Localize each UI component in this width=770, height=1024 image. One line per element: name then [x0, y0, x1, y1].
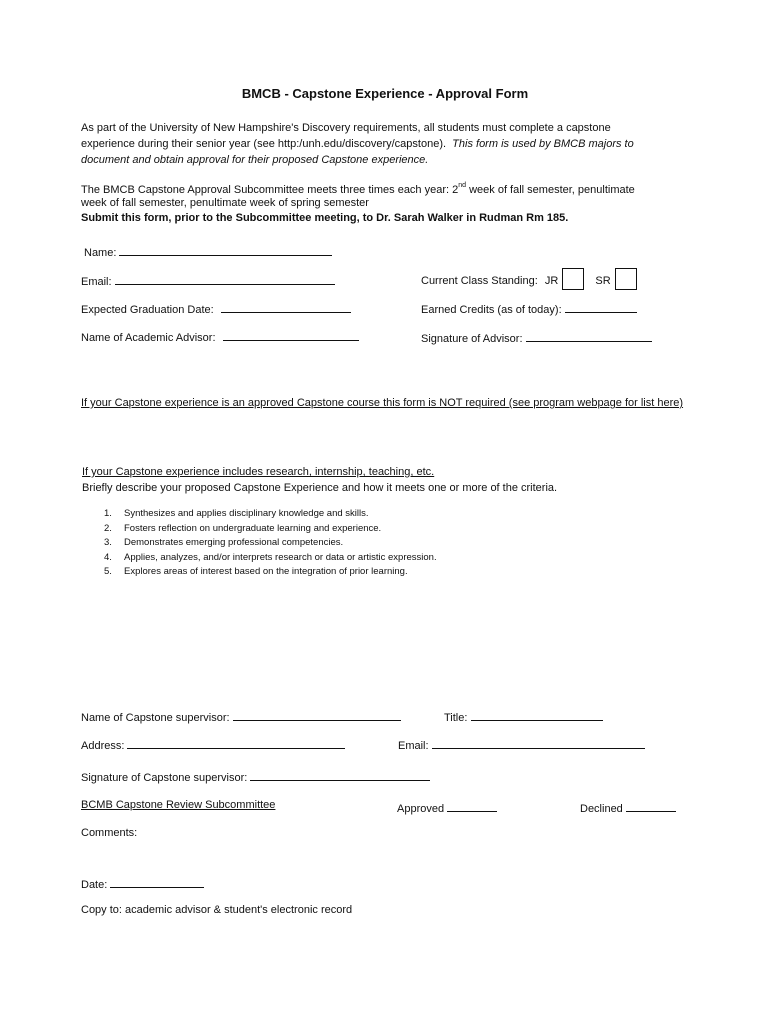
criteria-number: 1. [104, 508, 112, 519]
criteria-number: 5. [104, 566, 112, 577]
supervisor-name-field [81, 708, 401, 724]
not-required-notice: If your Capstone experience is an approved Capstone course this form is NOT required (see program webpage for list here) [81, 397, 684, 409]
approved-field [397, 799, 497, 815]
intro-line-2 [81, 136, 634, 152]
sr-label: SR [595, 275, 611, 287]
credits-field [421, 300, 637, 316]
jr-label: JR [544, 275, 559, 287]
criteria-list [104, 507, 437, 580]
research-heading: If your Capstone experience includes research, internship, teaching, etc. [82, 466, 435, 478]
criteria-text: Synthesizes and applies disciplinary knowledge and skills. [124, 508, 369, 519]
meetings-line-1-pre: The BMCB Capstone Approval Subcommittee meets three times each year: 2 [81, 184, 459, 196]
grad-date-field [81, 300, 351, 316]
advisor-field [81, 328, 359, 344]
criteria-number: 3. [104, 537, 112, 548]
list-item [104, 522, 437, 537]
list-item [104, 551, 437, 566]
supervisor-address-line[interactable] [127, 736, 345, 749]
meetings-paragraph [81, 182, 635, 226]
criteria-text: Applies, analyzes, and/or interprets research or data or artistic expression. [124, 551, 437, 563]
criteria-text: Fosters reflection on undergraduate learning and experience. [124, 522, 382, 534]
copy-to-note: Copy to: academic advisor & student's electronic record [81, 904, 353, 916]
describe-instruction: Briefly describe your proposed Capstone Experience and how it meets one or more of the criteria. [82, 482, 558, 494]
supervisor-signature-line[interactable] [250, 768, 430, 781]
submit-instruction: Submit this form, prior to the Subcommittee meeting, to Dr. Sarah Walker in Rudman Rm 185. [81, 212, 569, 224]
meetings-line-2: week of fall semester, penultimate week of spring semester [81, 197, 369, 209]
list-item [104, 536, 437, 551]
criteria-number: 2. [104, 522, 112, 534]
supervisor-name-label: Name of Capstone supervisor: [81, 712, 230, 724]
meetings-line-1-post: week of fall semester, penultimate [466, 184, 635, 196]
criteria-text: Explores areas of interest based on the integration of prior learning. [124, 566, 408, 577]
approved-line[interactable] [447, 799, 497, 812]
declined-field [580, 799, 676, 815]
criteria-number: 4. [104, 551, 112, 563]
list-item [104, 507, 437, 522]
supervisor-title-label: Title: [444, 712, 468, 724]
name-label: Name: [84, 247, 117, 259]
grad-date-label: Expected Graduation Date: [81, 304, 214, 316]
advisor-signature-field [421, 329, 652, 345]
supervisor-address-label: Address: [81, 740, 125, 752]
review-committee-label: BCMB Capstone Review Subcommittee [81, 799, 276, 811]
name-input-line[interactable] [119, 243, 332, 256]
declined-label: Declined [580, 803, 623, 815]
date-label: Date: [81, 879, 108, 891]
comments-label: Comments: [81, 827, 138, 839]
email-input-line[interactable] [115, 272, 335, 285]
email-field [81, 272, 335, 288]
supervisor-email-line[interactable] [432, 736, 645, 749]
supervisor-email-label: Email: [398, 740, 429, 752]
intro-line-1: As part of the University of New Hampshire's Discovery requirements, all students must complete a capstone [81, 122, 611, 134]
advisor-signature-line[interactable] [526, 329, 652, 342]
grad-date-input-line[interactable] [221, 300, 351, 313]
list-item [104, 565, 437, 580]
supervisor-title-field [444, 708, 603, 724]
criteria-text: Demonstrates emerging professional competencies. [124, 537, 344, 548]
advisor-signature-label: Signature of Advisor: [421, 333, 523, 345]
jr-checkbox[interactable] [562, 268, 584, 290]
supervisor-email-field [398, 736, 645, 752]
advisor-input-line[interactable] [223, 328, 359, 341]
intro-line-3: document and obtain approval for their proposed Capstone experience. [81, 154, 429, 166]
supervisor-title-line[interactable] [471, 708, 603, 721]
page-title: BMCB - Capstone Experience - Approval Form [241, 86, 529, 101]
approved-label: Approved [397, 803, 445, 815]
supervisor-address-field [81, 736, 345, 752]
name-field [84, 243, 332, 259]
sr-checkbox[interactable] [615, 268, 637, 290]
intro-paragraph [81, 120, 634, 168]
supervisor-signature-field [81, 768, 430, 784]
supervisor-name-line[interactable] [233, 708, 401, 721]
declined-line[interactable] [626, 799, 676, 812]
class-standing-label: Current Class Standing: [421, 275, 538, 287]
class-standing-field [421, 268, 637, 290]
intro-line-2-text: experience during their senior year (see http:/unh.edu/discovery/capstone). [81, 138, 447, 150]
advisor-label: Name of Academic Advisor: [81, 332, 216, 344]
email-label: Email: [81, 276, 112, 288]
date-line[interactable] [110, 875, 204, 888]
meetings-sup: nd [458, 182, 467, 189]
intro-line-2-italic: This form is used by BMCB majors to [452, 138, 634, 150]
date-field [81, 875, 204, 891]
supervisor-signature-label: Signature of Capstone supervisor: [81, 772, 248, 784]
credits-input-line[interactable] [565, 300, 637, 313]
credits-label: Earned Credits (as of today): [421, 304, 562, 316]
